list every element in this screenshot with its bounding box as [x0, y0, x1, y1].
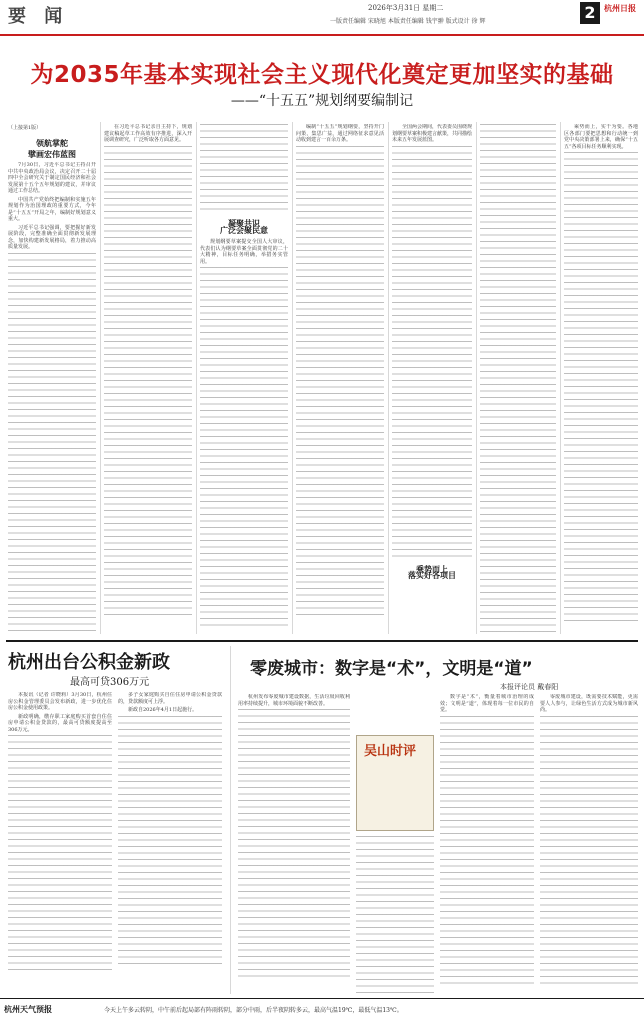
- lead-paragraph: 乘势而上，实干为要。各地区各部门要把思想和行动统一到党中央决策部署上来，确保“十五五”各项目标任务顺利实现。: [564, 124, 638, 150]
- lead-paragraph: 全国两会期间，代表委员围绕规划纲要草案积极建言献策，共同描绘未来五年发展蓝图。: [392, 124, 472, 143]
- text-block: [392, 146, 472, 558]
- page-number: 2: [580, 2, 600, 24]
- lead-column-2: [104, 124, 192, 632]
- weather-forecast: 今天上午多云转阴，中午前后起局部有阵雨转阴，部分中雨，后半夜阴转多云，最高气温19℃，最低气温13℃。: [104, 1007, 403, 1014]
- lead-paragraph: 中国共产党始终把编制和实施五年规划作为治国理政的重要方式，今年是“十五五”开局之年，编制好规划意义重大。: [8, 196, 96, 222]
- housing-fund-subheadline: 最高可贷306万元: [70, 677, 150, 688]
- story-paragraph: 杭州发布零废城市建设数据，生活垃圾回收利用率持续提升，城市环境面貌不断改善。: [238, 694, 350, 707]
- text-block: [564, 152, 638, 622]
- section-heading-1: 领航掌舵 擘画宏伟蓝图: [28, 138, 76, 159]
- text-block: [356, 836, 434, 994]
- column-rule: [388, 122, 389, 634]
- issue-date: 2026年3月31日 星期二: [368, 4, 444, 12]
- paper-logo: 杭州日报: [604, 3, 636, 13]
- lead-column-7: [564, 124, 638, 632]
- text-block: [8, 735, 112, 975]
- commentary-byline: 本报评论员 戴春阳: [500, 683, 559, 691]
- lead-subheadline: ——“十五五”规划纲要编制记: [230, 93, 414, 109]
- housing-fund-headline: 杭州出台公积金新政: [8, 652, 170, 673]
- column-rule: [560, 122, 561, 634]
- section-divider: [6, 640, 638, 642]
- text-block: [440, 716, 534, 986]
- text-block: [480, 124, 556, 632]
- section-heading-3: 乘势而上 落实好各项目: [408, 563, 456, 580]
- commentary-column-4: [540, 694, 638, 994]
- column-rule: [100, 122, 101, 634]
- housing-fund-column-1: [8, 692, 112, 992]
- lead-paragraph: 在习近平总书记亲自主持下，规划建议稿起草工作高效有序推进，深入开展调查研究，广泛听取各方面意见。: [104, 124, 192, 143]
- text-block: [200, 267, 288, 627]
- text-block: [200, 124, 288, 214]
- lead-byline: （上接第1版）: [8, 125, 42, 131]
- lead-paragraph: 习近平总书记强调，要把握好新发展阶段，完整准确全面贯彻新发展理念，加快构建新发展格局，着力推动高质量发展。: [8, 224, 96, 250]
- story-paragraph: 零废城市建设，既需要技术赋能，更需要人人参与，让绿色生活方式成为城市新风尚。: [540, 694, 638, 713]
- story-paragraph: 数字是“术”，衡量着城市治理的成效；文明是“道”，体现着每一位市民的自觉。: [440, 694, 534, 713]
- lead-paragraph: 7月30日，习近平总书记主持召开中共中央政治局会议，决定召开二十届四中全会研究关于制定国民经济和社会发展第十五个五年规划的建议，并审议通过工作总结。: [8, 162, 96, 194]
- commentary-headline: 零废城市：数字是“术”，文明是“道”: [250, 659, 533, 679]
- commentary-column-logo: 吴山时评: [364, 744, 417, 759]
- text-block: [296, 146, 384, 616]
- text-block: [540, 716, 638, 986]
- story-paragraph: 多子女家庭购买自住住房申请公积金贷款的，贷款额度可上浮。: [118, 692, 222, 705]
- text-block: [8, 253, 96, 633]
- column-rule: [292, 122, 293, 634]
- column-rule: [476, 122, 477, 634]
- commentary-column-1: [238, 694, 350, 994]
- text-block: [238, 709, 350, 979]
- lead-column-6: [480, 124, 556, 632]
- commentary-column-3: [440, 694, 534, 994]
- story-paragraph: 新政自2026年4月1日起施行。: [128, 707, 198, 713]
- lead-paragraph: 编制“十五五”规划纲要，坚持开门问策，集思广益，通过网络征求意见活动收到建言一百余万条。: [296, 124, 384, 143]
- lead-column-1: [8, 162, 96, 632]
- commentary-column-2-lower: [356, 836, 434, 994]
- story-paragraph: 新政明确，缴存职工家庭购买首套自住住房申请公积金贷款的，最高可贷额度提高至306万元。: [8, 713, 112, 733]
- lead-column-4: [296, 124, 384, 632]
- lead-headline: 为2035年基本实现社会主义现代化奠定更加坚实的基础: [30, 62, 614, 88]
- section-heading-2: 凝聚共识 广泛会聚民意: [220, 218, 268, 235]
- masthead: [0, 0, 644, 36]
- editors-credit: 一版责任编辑 宋晓旭 本版责任编辑 钱宇翀 版式设计 徐 辉: [330, 18, 486, 25]
- column-rule: [230, 646, 231, 994]
- lead-column-3: [200, 124, 288, 632]
- section-title: 要 闻: [8, 6, 69, 27]
- housing-fund-column-2: [118, 692, 222, 992]
- lead-paragraph: 规划纲要草案提交全国人大审议，代表们认为纲要草案全面贯彻党的二十大精神，目标任务明确，举措务实管用。: [200, 239, 288, 265]
- text-block: [118, 716, 222, 966]
- story-byline: 本报讯（记者 许晓莉）3月30日，杭州住房公积金管理委员会发布新政，进一步优化住房公积金使用政策。: [8, 692, 112, 711]
- weather-brand: 杭州天气预报: [4, 1005, 52, 1014]
- column-rule: [196, 122, 197, 634]
- text-block: [104, 146, 192, 616]
- lead-column-5: [392, 124, 472, 632]
